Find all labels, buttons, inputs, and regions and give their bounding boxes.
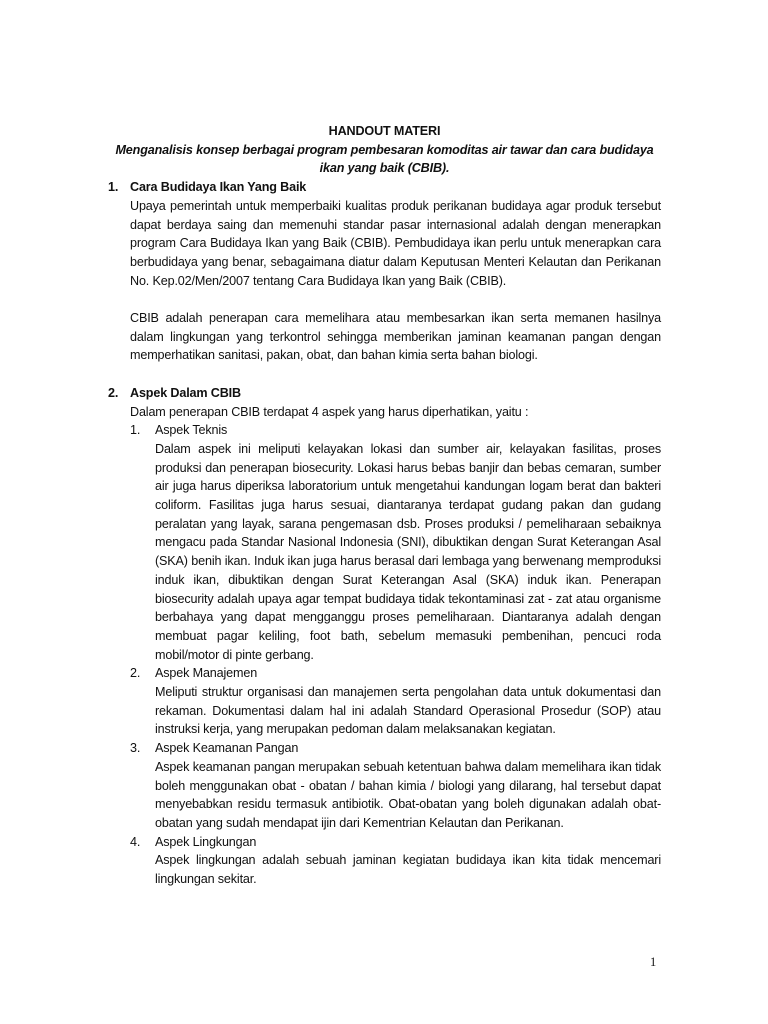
- list-item: [130, 421, 661, 664]
- list-item-title: Aspek Keamanan Pangan: [155, 741, 299, 756]
- section-1-body: [130, 197, 661, 365]
- list-item-heading: [130, 833, 661, 852]
- list-item: [130, 664, 661, 739]
- document-subtitle: Menganalisis konsep berbagai program pembesaran komoditas air tawar dan cara budidaya ikan yang baik (CBIB).: [115, 142, 654, 176]
- section-title: Aspek Dalam CBIB: [130, 385, 241, 400]
- list-item-heading: [130, 421, 661, 440]
- list-item-number: 1.: [130, 423, 141, 438]
- list-item: [130, 833, 661, 889]
- paragraph: CBIB adalah penerapan cara memelihara atau membesarkan ikan serta memanen hasilnya dalam lingkungan yang terkontrol sehingga memberikan jaminan keamanan pangan dengan memperhatikan sanitasi, pakan, obat, dan bahan kimia serta bahan biologi.: [130, 311, 661, 363]
- list-item-title: Aspek Manajemen: [155, 666, 258, 681]
- list-item-number: 4.: [130, 834, 141, 849]
- list-item-text: Dalam aspek ini meliputi kelayakan lokasi dan sumber air, kelayakan fasilitas, proses produksi dan penerapan biosecurity. Lokasi harus bebas banjir dan bebas cemaran, sumber air juga harus diperiksa laboratorium untuk mengetahui kandungan logam berat dan bakteri coliform. Fasilitas juga harus sesuai, diantaranya terdapat gudang pakan dan gudang peralatan yang layak, sarana pengemasan dsb. Proses produksi / pemeliharaan sebaiknya mengacu pada Standar Nasional Indonesia (SNI), dibuktikan dengan Surat Keterangan Asal (SKA) benih ikan. Induk ikan juga harus berasal dari lembaga yang berwenang memproduksi induk ikan, dibuktikan dengan Surat Keterangan Asal (SKA) induk ikan. Penerapan biosecurity adalah upaya agar tempat budidaya tidak tekontaminasi zat - zat atau organisme berbahaya yang dapat mengganggu proses pemeliharaan. Diantaranya adalah dengan membuat pagar keliling, foot bath, sebelum memasuki pembenihan, pencuci roda mobil/motor di pinte gerbang.: [155, 441, 661, 662]
- list-item-heading: [130, 739, 661, 758]
- list-item-title: Aspek Lingkungan: [155, 834, 257, 849]
- section-1-heading: [108, 178, 661, 197]
- document-title: HANDOUT MATERI: [328, 124, 441, 138]
- document-body: [108, 122, 661, 889]
- list-item-text: Meliputi struktur organisasi dan manajemen serta pengolahan data untuk dokumentasi dan rekaman. Dokumentasi dalam hal ini adalah Standard Operasional Prosedur (SOP) atau instruksi kerja, yang merupakan pedoman dalam melaksanakan kegiatan.: [155, 685, 661, 737]
- section-2-heading: [108, 384, 661, 403]
- section-title: Cara Budidaya Ikan Yang Baik: [130, 180, 307, 195]
- section-2-body: [130, 403, 661, 889]
- list-item-number: 2.: [130, 666, 141, 681]
- list-item-title: Aspek Teknis: [155, 423, 228, 438]
- list-item-heading: [130, 664, 661, 683]
- section-number: 2.: [108, 385, 119, 400]
- page-number: 1: [650, 955, 657, 969]
- list-item-text: Aspek lingkungan adalah sebuah jaminan kegiatan budidaya ikan kita tidak mencemari lingkungan sekitar.: [155, 853, 661, 887]
- section-intro: Dalam penerapan CBIB terdapat 4 aspek yang harus diperhatikan, yaitu :: [130, 404, 529, 419]
- list-item-text: Aspek keamanan pangan merupakan sebuah ketentuan bahwa dalam memelihara ikan tidak boleh menggunakan obat - obatan / bahan kimia / biologi yang dilarang, hal tersebut dapat menyebabkan residu termasuk antibiotik. Obat-obatan yang boleh digunakan adalah obat-obatan yang sudah mendapat ijin dari Kementrian Kelautan dan Perikanan.: [155, 759, 661, 830]
- list-item-number: 3.: [130, 741, 141, 756]
- paragraph: Upaya pemerintah untuk memperbaiki kualitas produk perikanan budidaya agar produk tersebut dapat berdaya saing dan memenuhi standar pasar internasional adalah dengan menerapkan program Cara Budidaya Ikan yang Baik (CBIB). Pembudidaya ikan perlu untuk menerapkan cara berbudidaya yang benar, sebagaimana diatur dalam Keputusan Menteri Kelautan dan Perikanan No. Kep.02/Men/2007 tentang Cara Budidaya Ikan yang Baik (CBIB).: [130, 198, 661, 288]
- section-number: 1.: [108, 180, 119, 195]
- list-item: [130, 739, 661, 833]
